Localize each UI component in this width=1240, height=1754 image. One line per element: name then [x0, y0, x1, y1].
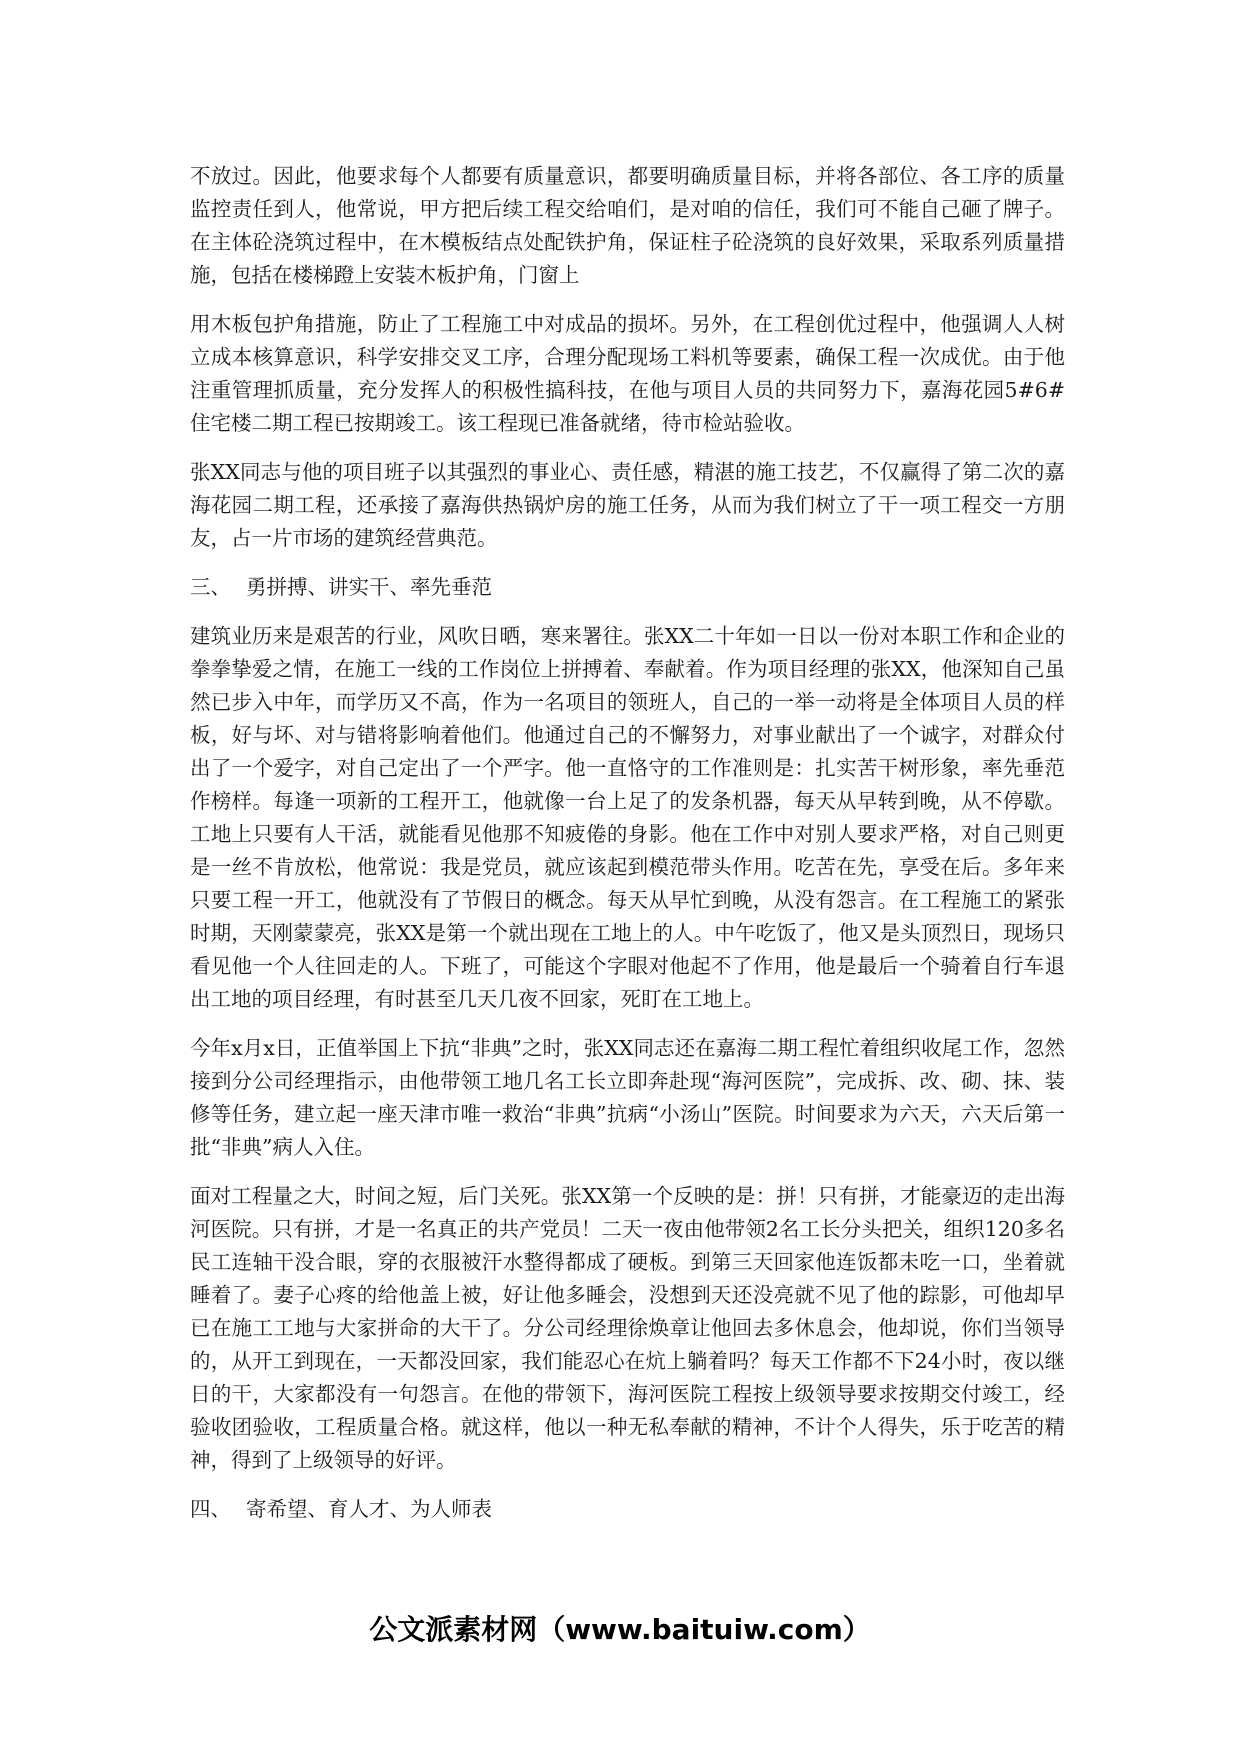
section-number: 三、 [190, 575, 231, 599]
section-title: 勇拼搏、讲实干、率先垂范 [246, 575, 492, 599]
footer-watermark: 公文派素材网（www.baituiw.com） [369, 1613, 871, 1646]
paragraph-quality-measures: 不放过。因此，他要求每个人都要有质量意识，都要明确质量目标，并将各部位、各工序的质量监控责任到人，他常说，甲方把后续工程交给咱们，是对咱的信任，我们可不能自己砸了牌子。在主体砼浇筑过程中，在木模板结点处配铁护角，保证柱子砼浇筑的良好效果，采取系列质量措施，包括在楼梯蹬上安装木板护角，门窗上 [190, 164, 1065, 287]
section-heading-4 [190, 1493, 1065, 1526]
section-heading-3 [190, 571, 1065, 604]
document-body [190, 160, 1065, 1542]
paragraph-cost-control: 用木板包护角措施，防止了工程施工中对成品的损坏。另外，在工程创优过程中，他强调人人树立成本核算意识，科学安排交叉工序，合理分配现场工料机等要素，确保工程一次成优。由于他注重管理抓质量，充分发挥人的积极性搞科技，在他与项目人员的共同努力下，嘉海花园5#6#住宅楼二期工程已按期竣工。该工程现已准备就绪，待市检站验收。 [190, 312, 1065, 435]
section-number: 四、 [190, 1497, 231, 1521]
paragraph-hospital-construction: 面对工程量之大，时间之短，后门关死。张XX第一个反映的是：拼！只有拼，才能豪迈的走出海河医院。只有拼，才是一名真正的共产党员！二天一夜由他带领2名工长分头把关，组织120多名民工连轴干没合眼，穿的衣服被汗水整得都成了硬板。到第三天回家他连饭都未吃一口，坐着就睡着了。妻子心疼的给他盖上被，好让他多睡会，没想到天还没亮就不见了他的踪影，可他却早已在施工工地与大家拼命的大干了。分公司经理徐焕章让他回去多休息会，他却说，你们当领导的，从开工到现在，一天都没回家，我们能忍心在炕上躺着吗？每天工作都不下24小时，夜以继日的干，大家都没有一句怨言。在他的带领下，海河医院工程按上级领导要求按期交付竣工，经验收团验收，工程质量合格。就这样，他以一种无私奉献的精神，不计个人得失，乐于吃苦的精神，得到了上级领导的好评。 [190, 1184, 1065, 1472]
paragraph-sars-task: 今年x月x日，正值举国上下抗“非典”之时，张XX同志还在嘉海二期工程忙着组织收尾工作，忽然接到分公司经理指示，由他带领工地几名工长立即奔赴现“海河医院”，完成拆、改、砌、抹、装修等任务，建立起一座天津市唯一救治“非典”抗病“小汤山”医院。时间要求为六天，六天后第一批“非典”病人入住。 [190, 1036, 1065, 1159]
paragraph-hard-work: 建筑业历来是艰苦的行业，风吹日晒，寒来署往。张XX二十年如一日以一份对本职工作和企业的拳拳挚爱之情，在施工一线的工作岗位上拼搏着、奉献着。作为项目经理的张XX，他深知自己虽然已步入中年，而学历又不高，作为一名项目的领班人，自己的一举一动将是全体项目人员的样板，好与坏、对与错将影响着他们。他通过自己的不懈努力，对事业献出了一个诚字，对群众付出了一个爱字，对自己定出了一个严字。他一直恪守的工作准则是：扎实苦干树形象，率先垂范作榜样。每逢一项新的工程开工，他就像一台上足了的发条机器，每天从早转到晚，从不停歇。工地上只要有人干活，就能看见他那不知疲倦的身影。他在工作中对别人要求严格，对自己则更是一丝不肯放松，他常说：我是党员，就应该起到模范带头作用。吃苦在先，享受在后。多年来只要工程一开工，他就没有了节假日的概念。每天从早忙到晚，从没有怨言。在工程施工的紧张时期，天刚蒙蒙亮，张XX是第一个就出现在工地上的人。中午吃饭了，他又是头顶烈日，现场只看见他一个人往回走的人。下班了，可能这个字眼对他起不了作用，他是最后一个骑着自行车退出工地的项目经理，有时甚至几天几夜不回家，死盯在工地上。 [190, 624, 1065, 1011]
section-title: 寄希望、育人才、为人师表 [246, 1497, 492, 1521]
paragraph-market-model: 张XX同志与他的项目班子以其强烈的事业心、责任感，精湛的施工技艺，不仅赢得了第二次的嘉海花园二期工程，还承接了嘉海供热锅炉房的施工任务，从而为我们树立了干一项工程交一方朋友，占一片市场的建筑经营典范。 [190, 460, 1065, 550]
